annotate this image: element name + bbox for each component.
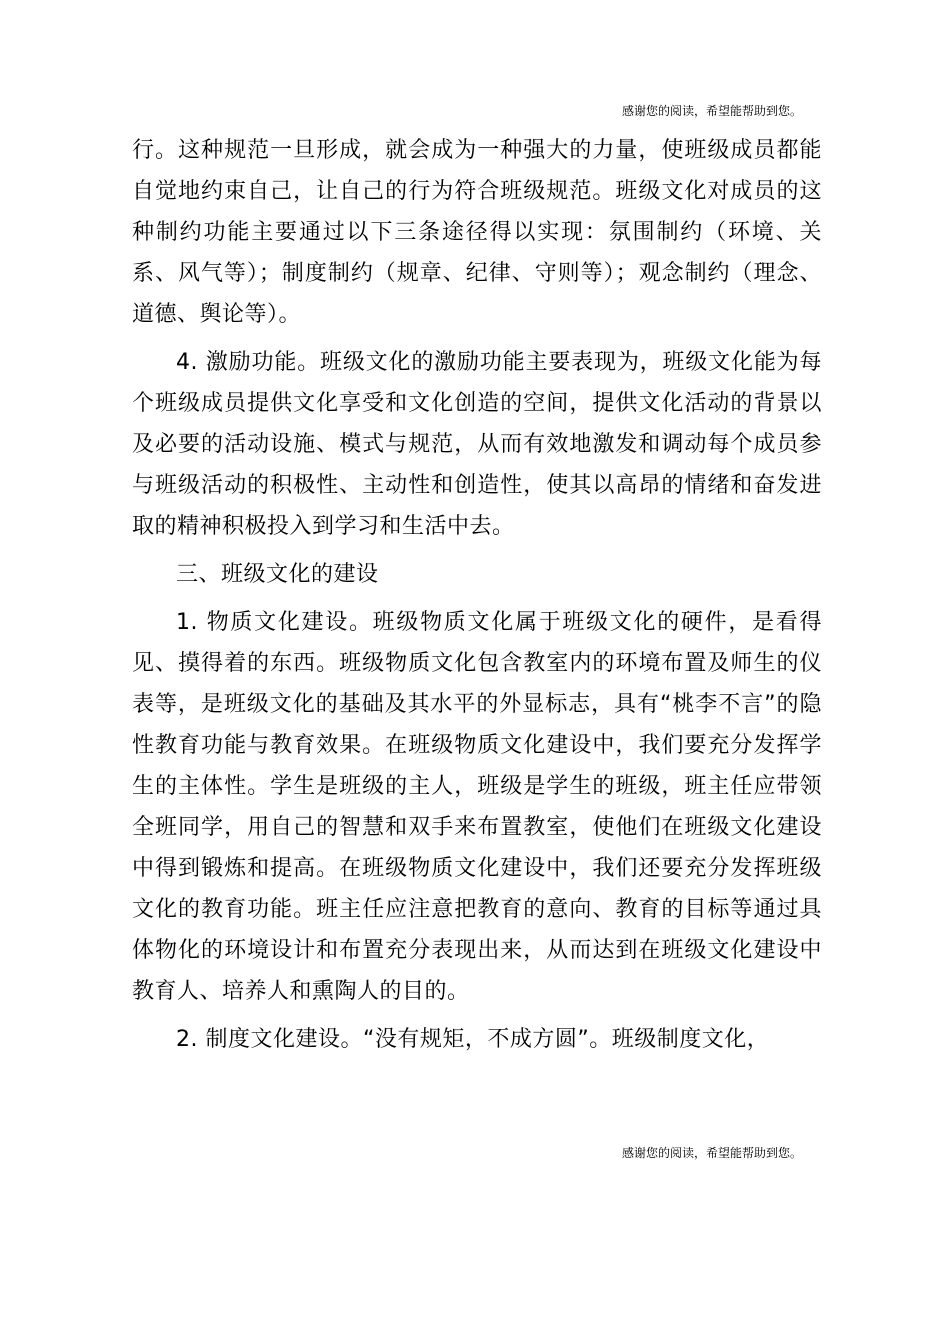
paragraph-continuation: 行。这种规范一旦形成，就会成为一种强大的力量，使班级成员都能自觉地约束自己，让自己的行为符合班级规范。班级文化对成员的这种制约功能主要通过以下三条途径得以实现：氛围制约（环境、关系、风气等）；制度制约（规章、纪律、守则等）；观念制约（理念、道德、舆论等）。 xyxy=(132,138,822,327)
paragraph-system-culture: 2. 制度文化建设。“没有规矩，不成方圆”。班级制度文化， xyxy=(176,1027,770,1052)
paragraph-incentive-function: 4. 激励功能。班级文化的激励功能主要表现为，班级文化能为每个班级成员提供文化享受和文化创造的空间，提供文化活动的背景以及必要的活动设施、模式与规范，从而有效地激发和调动每个成员参与班级活动的积极性、主动性和创造性，使其以高昂的情绪和奋发进取的精神积极投入到学习和生活中去。 xyxy=(132,350,822,539)
page-footer: 感谢您的阅读，希望能帮助到您。 xyxy=(621,1146,802,1160)
page-header: 感谢您的阅读，希望能帮助到您。 xyxy=(621,104,802,118)
document-body xyxy=(132,130,822,1060)
section-heading: 三、班级文化的建设 xyxy=(176,562,379,587)
paragraph-material-culture: 1. 物质文化建设。班级物质文化属于班级文化的硬件，是看得见、摸得着的东西。班级物质文化包含教室内的环境布置及师生的仪表等，是班级文化的基础及其水平的外显标志，具有“桃李不言”的隐性教育功能与教育效果。在班级物质文化建设中，我们要充分发挥学生的主体性。学生是班级的主人，班级是学生的班级，班主任应带领全班同学，用自己的智慧和双手来布置教室，使他们在班级文化建设中得到锻炼和提高。在班级物质文化建设中，我们还要充分发挥班级文化的教育功能。班主任应注意把教育的意向、教育的目标等通过具体物化的环境设计和布置充分表现出来，从而达到在班级文化建设中教育人、培养人和熏陶人的目的。 xyxy=(132,610,822,1004)
